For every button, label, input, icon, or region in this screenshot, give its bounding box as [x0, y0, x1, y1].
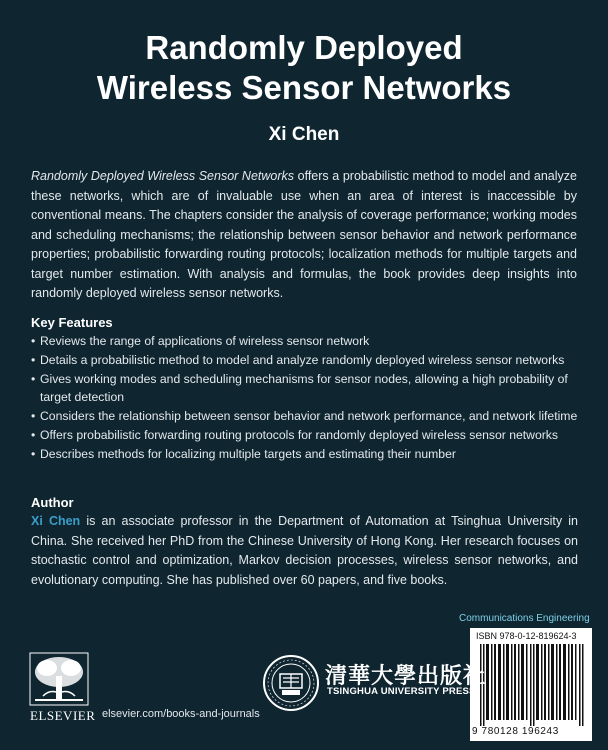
tsinghua-press-english-name: TSINGHUA UNIVERSITY PRESS — [327, 686, 476, 697]
barcode-icon — [480, 644, 584, 726]
tsinghua-press-seal-icon — [262, 654, 320, 712]
author-bio-text: is an associate professor in the Department of Automation at Tsinghua University in China. She received her PhD from the Chinese University of Hong Kong. Her research focuses on stochastic control and optimization, Markov decision processes, wireless sensor networks, and evolutionary computing. She has published over 60 papers, and five books. — [31, 514, 578, 587]
key-feature-item: • Reviews the range of applications of wireless sensor network — [31, 333, 579, 351]
book-description — [31, 167, 577, 304]
description-italic-title: Randomly Deployed Wireless Sensor Networks — [31, 169, 295, 183]
book-title-line-2: Wireless Sensor Networks — [96, 69, 512, 106]
key-feature-item: • Describes methods for localizing multiple targets and estimating their number — [31, 446, 579, 464]
key-feature-item: • Gives working modes and scheduling mechanisms for sensor nodes, allowing a high probability of target detection — [31, 371, 579, 406]
author-bio-name: Xi Chen — [31, 514, 81, 528]
book-title-line-1: Randomly Deployed — [145, 29, 463, 66]
key-feature-item: • Details a probabilistic method to model and analyze randomly deployed wireless sensor networks — [31, 352, 579, 370]
isbn-label: ISBN 978-0-12-819624-3 — [476, 631, 577, 641]
author-heading: Author — [31, 495, 74, 510]
description-text: offers a probabilistic method to model and analyze these networks, which are of invaluable use when an area of interest is inaccessible by conventional means. The chapters consider the analysis of coverage performance; working modes and scheduling mechanisms; the relationship between sensor behavior and network performance properties; probabilistic forwarding routing protocols; localization methods for multiple targets and target number estimation. With analysis and formulas, the book provides deep insights into randomly deployed wireless sensor networks. — [31, 169, 577, 300]
category-label: Communications Engineering — [459, 613, 590, 624]
key-features-list — [31, 333, 579, 465]
elsevier-url[interactable]: elsevier.com/books-and-journals — [102, 708, 260, 720]
key-feature-item: • Considers the relationship between sensor behavior and network performance, and network lifetime — [31, 408, 579, 426]
author-bio — [31, 512, 578, 590]
elsevier-wordmark: ELSEVIER — [30, 708, 96, 723]
key-features-heading: Key Features — [31, 315, 113, 330]
key-feature-item: • Offers probabilistic forwarding routing protocols for randomly deployed wireless sensor networks — [31, 427, 579, 445]
author-name: Xi Chen — [268, 124, 340, 145]
tsinghua-press-chinese-name: 清華大學出版社 — [325, 663, 487, 689]
barcode-panel — [470, 628, 592, 741]
book-title — [0, 28, 608, 108]
elsevier-tree-logo-icon — [29, 652, 89, 706]
barcode-number: 9 780128 196243 — [472, 726, 559, 737]
